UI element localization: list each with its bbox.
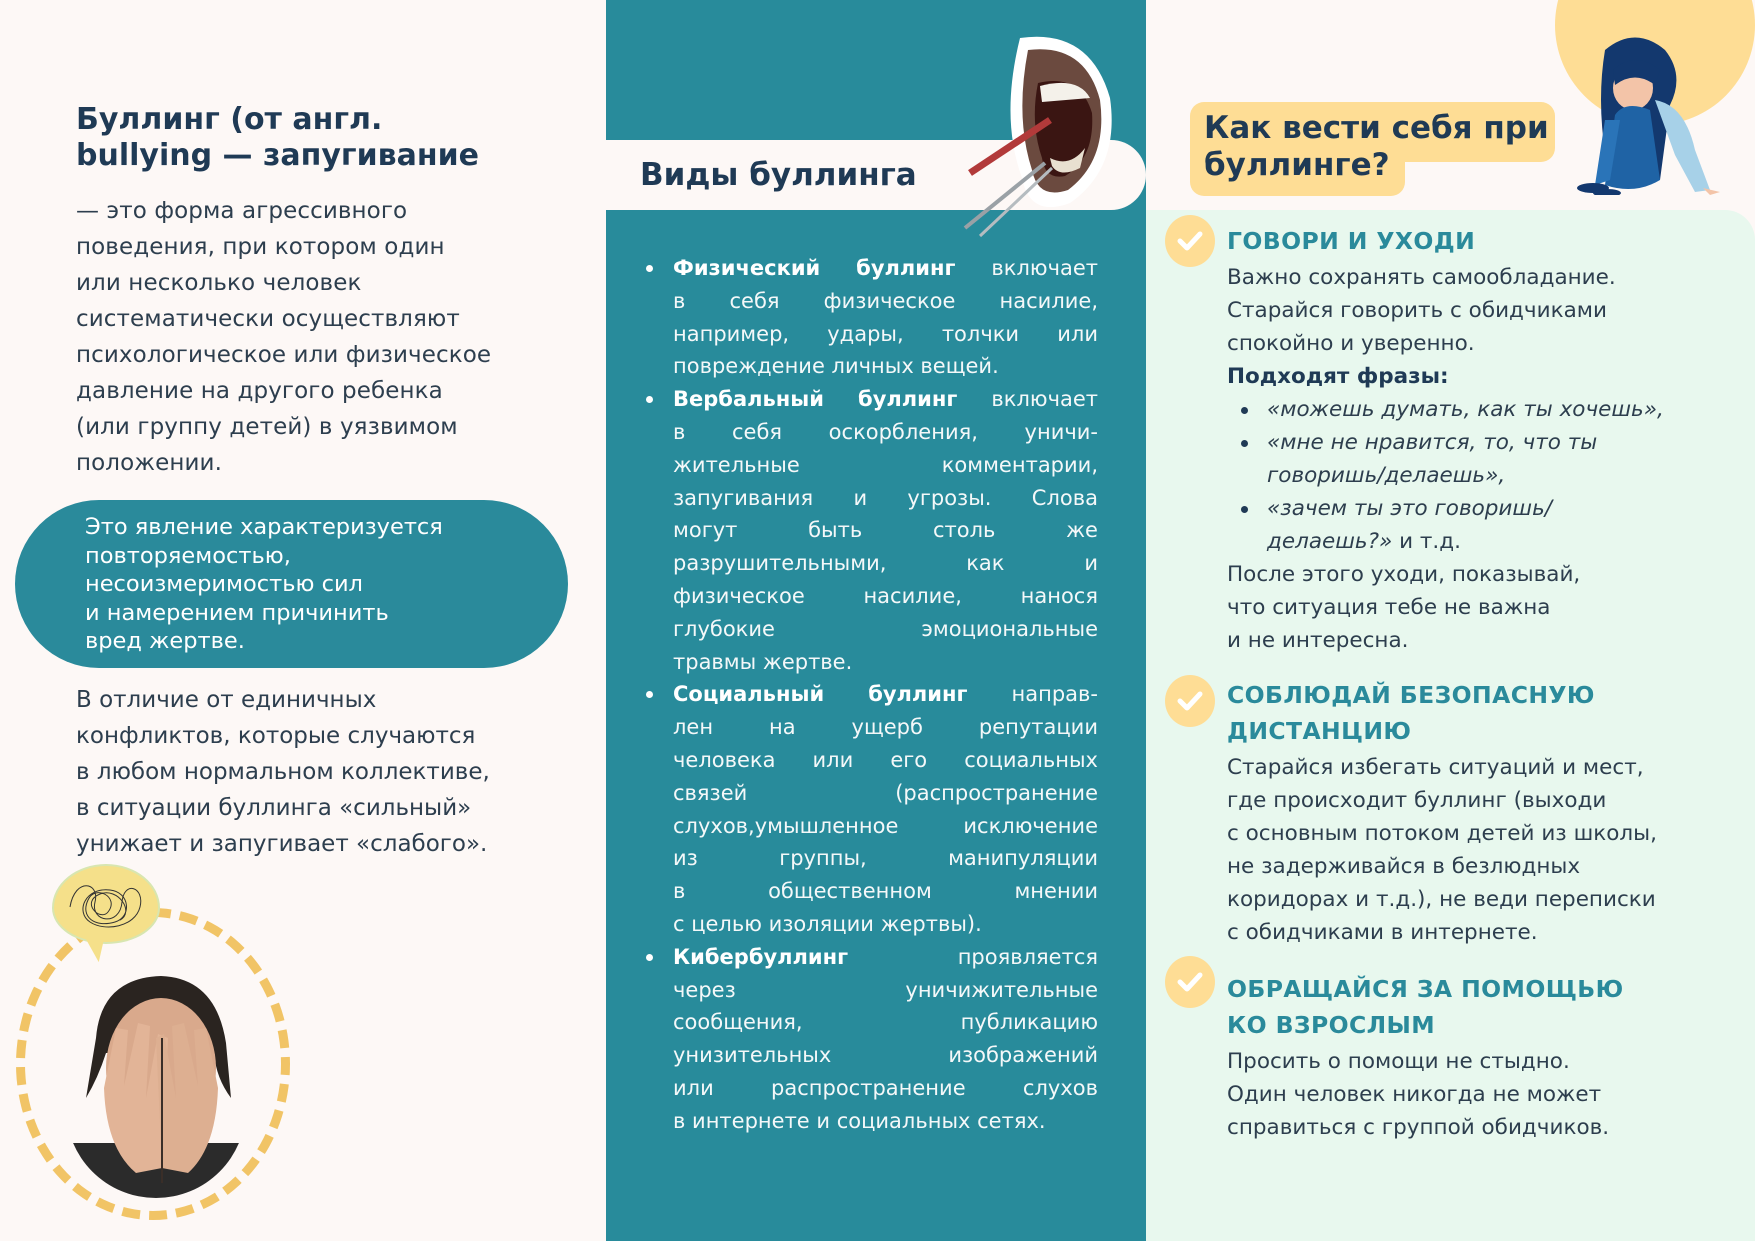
- text-line: положении.: [76, 450, 222, 476]
- text-line: с обидчиками в интернете.: [1227, 920, 1538, 945]
- phrase-line: «зачем ты это говоришь/: [1267, 496, 1552, 521]
- text-line: психологическое или физическое: [76, 342, 492, 368]
- phrase-line: [1267, 525, 1664, 558]
- word: слухов: [1022, 1075, 1098, 1100]
- contrast-text: [76, 682, 596, 862]
- word: же: [1066, 518, 1098, 543]
- definition-title: [76, 102, 576, 174]
- phrase-item: [1227, 426, 1664, 492]
- text-line: спокойно и уверенно.: [1227, 331, 1475, 356]
- word: публикацию: [960, 1010, 1098, 1035]
- word: (распространение: [895, 780, 1098, 805]
- tip-heading-line: ДИСТАНЦИЮ: [1227, 717, 1412, 745]
- types-title: Виды буллинга: [640, 157, 917, 193]
- word: человека: [673, 747, 776, 772]
- phrase-suffix: и т.д.: [1392, 529, 1461, 554]
- tip-body: [1227, 1045, 1609, 1144]
- person-covering-face-icon: [66, 968, 246, 1198]
- word: уничижительные: [905, 977, 1098, 1002]
- word: оскорбления,: [828, 419, 978, 444]
- definition-title-line: Буллинг (от англ.: [76, 102, 383, 137]
- word: или: [812, 747, 854, 772]
- text-line: [673, 1105, 1098, 1138]
- text-line: конфликтов, которые случаются: [76, 723, 476, 749]
- word: унизительных: [673, 1043, 832, 1068]
- text-line: Просить о помощи не стыдно.: [1227, 1049, 1570, 1074]
- word: из: [673, 846, 698, 871]
- word: могут: [673, 518, 738, 543]
- list-item-cyber: [643, 941, 1098, 1138]
- word: проявляется: [957, 944, 1098, 969]
- text-line: и намерением причинить: [85, 599, 389, 626]
- tip-body: [1227, 261, 1664, 657]
- phrase-item: [1227, 393, 1664, 426]
- text-line: [673, 613, 1098, 646]
- text-line: [673, 1006, 1098, 1039]
- word: разрушительными,: [673, 551, 887, 576]
- word: с целью изоляции жертвы).: [673, 911, 982, 936]
- word: Вербальный: [673, 387, 824, 412]
- text-line: Один человек никогда не может: [1227, 1082, 1602, 1107]
- tip-heading: [1227, 223, 1475, 259]
- text-line: Это явление характеризуется: [85, 514, 443, 540]
- tip-heading-line: ГОВОРИ И УХОДИ: [1227, 227, 1476, 255]
- text-line: что ситуация тебе не важна: [1227, 595, 1551, 620]
- word: насилие,: [999, 288, 1098, 313]
- tip-heading: [1227, 677, 1595, 749]
- word: насилие,: [863, 583, 962, 608]
- word: как: [966, 551, 1005, 576]
- text-line: [673, 318, 1098, 351]
- word: например,: [673, 321, 790, 346]
- text-line: (или группу детей) в уязвимом: [76, 414, 458, 440]
- text-line: с основным потоком детей из школы,: [1227, 821, 1657, 846]
- text-line: [673, 974, 1098, 1007]
- word: манипуляции: [948, 846, 1098, 871]
- text-line: В отличие от единичных: [76, 687, 377, 713]
- text-line: справиться с группой обидчиков.: [1227, 1115, 1610, 1140]
- advice-title-line: буллинге?: [1204, 147, 1390, 183]
- word: буллинг: [858, 387, 958, 412]
- word: глубокие: [673, 616, 775, 641]
- check-icon: [1165, 956, 1215, 1008]
- word: распространение: [771, 1075, 966, 1100]
- text-line: поведения, при котором один: [76, 234, 445, 260]
- word: сообщения,: [673, 1010, 803, 1035]
- word: уничи-: [1024, 419, 1098, 444]
- word: связей: [673, 780, 748, 805]
- word: или: [1057, 321, 1098, 346]
- word: столь: [932, 518, 996, 543]
- scribble-icon: [60, 872, 152, 938]
- text-line: систематически осуществляют: [76, 306, 460, 332]
- word: мнении: [1014, 879, 1098, 904]
- word: включает: [991, 387, 1098, 412]
- phrase-item: [1227, 492, 1664, 558]
- text-line: [673, 285, 1098, 318]
- shouting-mouth-icon: [960, 28, 1120, 238]
- word: физическое: [823, 288, 956, 313]
- text-line: [673, 646, 1098, 679]
- advice-title-line: Как вести себя при: [1204, 110, 1549, 146]
- tip-heading-line: СОБЛЮДАЙ БЕЗОПАСНУЮ: [1227, 681, 1595, 709]
- text-line: [673, 842, 1098, 875]
- word: репутации: [978, 715, 1098, 740]
- word: удары,: [827, 321, 904, 346]
- tip-body: [1227, 751, 1657, 949]
- phrase-line: «можешь думать, как ты хочешь»,: [1267, 397, 1664, 422]
- word: повреждение личных вещей.: [673, 354, 999, 379]
- word: его: [890, 747, 928, 772]
- definition-title-line: bullying — запугивание: [76, 138, 479, 173]
- text-line: [673, 350, 1098, 383]
- word: изображений: [948, 1043, 1098, 1068]
- text-line: в ситуации буллинга «сильный»: [76, 795, 472, 821]
- word: быть: [808, 518, 863, 543]
- word: жительные: [673, 452, 800, 477]
- text-line: [673, 482, 1098, 515]
- word: общественном: [768, 879, 932, 904]
- text-line: [673, 777, 1098, 810]
- word: группы,: [779, 846, 867, 871]
- text-line: После этого уходи, показывай,: [1227, 562, 1581, 587]
- word: ущерб: [851, 715, 923, 740]
- text-line: Важно сохранять самообладание.: [1227, 265, 1616, 290]
- bullying-types-list: [643, 252, 1098, 1138]
- text-line: где происходит буллинг (выходи: [1227, 788, 1607, 813]
- text-line: [673, 514, 1098, 547]
- text-line: [673, 810, 1098, 843]
- word: буллинг: [868, 682, 968, 707]
- list-item-physical: [643, 252, 1098, 383]
- text-line: [673, 744, 1098, 777]
- text-line: давление на другого ребенка: [76, 378, 443, 404]
- word: Физический: [673, 256, 821, 280]
- advice-title: [1204, 110, 1549, 184]
- text-line: Старайся избегать ситуаций и мест,: [1227, 755, 1644, 780]
- text-line: в любом нормальном коллективе,: [76, 759, 490, 785]
- text-line: [673, 416, 1098, 449]
- phrases-label-text: Подходят фразы:: [1227, 364, 1449, 389]
- tip-heading: [1227, 971, 1624, 1043]
- text-line: [673, 580, 1098, 613]
- text-line: — это форма агрессивного: [76, 198, 408, 224]
- word: направ-: [1011, 682, 1098, 707]
- word: в: [673, 288, 686, 313]
- word: нанося: [1020, 583, 1098, 608]
- text-line: повторяемостью,: [85, 542, 291, 569]
- text-line: вред жертве.: [85, 628, 245, 654]
- word: угрозы.: [907, 485, 992, 510]
- phrase-line: говоришь/делаешь»,: [1267, 463, 1506, 488]
- phrases-list: [1227, 393, 1664, 558]
- phrase-text: делаешь?»: [1267, 529, 1393, 554]
- word: Социальный: [673, 682, 825, 707]
- word: исключение: [963, 813, 1098, 838]
- word: запугивания: [673, 485, 814, 510]
- word: физическое: [673, 583, 805, 608]
- callout-text: [85, 513, 555, 656]
- word: буллинг: [856, 256, 956, 280]
- word: включает: [991, 256, 1098, 280]
- sad-girl-sitting-icon: [1565, 30, 1725, 195]
- list-item-verbal: [643, 383, 1098, 678]
- word: Слова: [1031, 485, 1098, 510]
- text-line: [673, 875, 1098, 908]
- word: в: [673, 419, 686, 444]
- text-line: [673, 908, 1098, 941]
- text-line: Старайся говорить с обидчиками: [1227, 298, 1607, 323]
- word: травмы жертве.: [673, 649, 853, 674]
- text-line: несоизмеримостью сил: [85, 571, 363, 597]
- text-line: не задерживайся в безлюдных: [1227, 854, 1581, 879]
- word: себя: [729, 288, 780, 313]
- tip-heading-line: КО ВЗРОСЛЫМ: [1227, 1011, 1436, 1039]
- text-line: или несколько человек: [76, 270, 362, 296]
- phrases-label: [1227, 360, 1664, 393]
- text-line: [673, 547, 1098, 580]
- word: и: [1084, 551, 1098, 576]
- word: на: [769, 715, 796, 740]
- text-line: [673, 941, 1098, 974]
- word: Кибербуллинг: [673, 944, 849, 969]
- word: через: [673, 977, 736, 1002]
- text-line: [673, 1072, 1098, 1105]
- word: в: [673, 879, 686, 904]
- check-icon: [1165, 215, 1215, 267]
- definition-text: [76, 193, 596, 481]
- word: толчки: [941, 321, 1020, 346]
- word: и: [853, 485, 868, 510]
- tip-heading-line: ОБРАЩАЙСЯ ЗА ПОМОЩЬЮ: [1227, 975, 1624, 1003]
- list-item-social: [643, 678, 1098, 940]
- check-icon: [1165, 675, 1215, 727]
- text-line: [673, 678, 1098, 711]
- text-line: [673, 711, 1098, 744]
- text-line: [673, 1039, 1098, 1072]
- word: слухов,умышленное: [673, 813, 899, 838]
- word: в интернете и социальных сетях.: [673, 1108, 1046, 1133]
- word: комментарии,: [941, 452, 1098, 477]
- text-line: унижает и запугивает «слабого».: [76, 831, 488, 857]
- text-line: [673, 252, 1098, 285]
- phrase-line: «мне не нравится, то, что ты: [1267, 430, 1598, 455]
- word: эмоциональные: [921, 616, 1098, 641]
- text-line: [673, 449, 1098, 482]
- text-line: коридорах и т.д.), не веди переписки: [1227, 887, 1656, 912]
- text-line: [673, 383, 1098, 416]
- text-line: и не интересна.: [1227, 628, 1409, 653]
- word: или: [673, 1075, 714, 1100]
- word: социальных: [964, 747, 1098, 772]
- word: себя: [732, 419, 783, 444]
- word: лен: [673, 715, 714, 740]
